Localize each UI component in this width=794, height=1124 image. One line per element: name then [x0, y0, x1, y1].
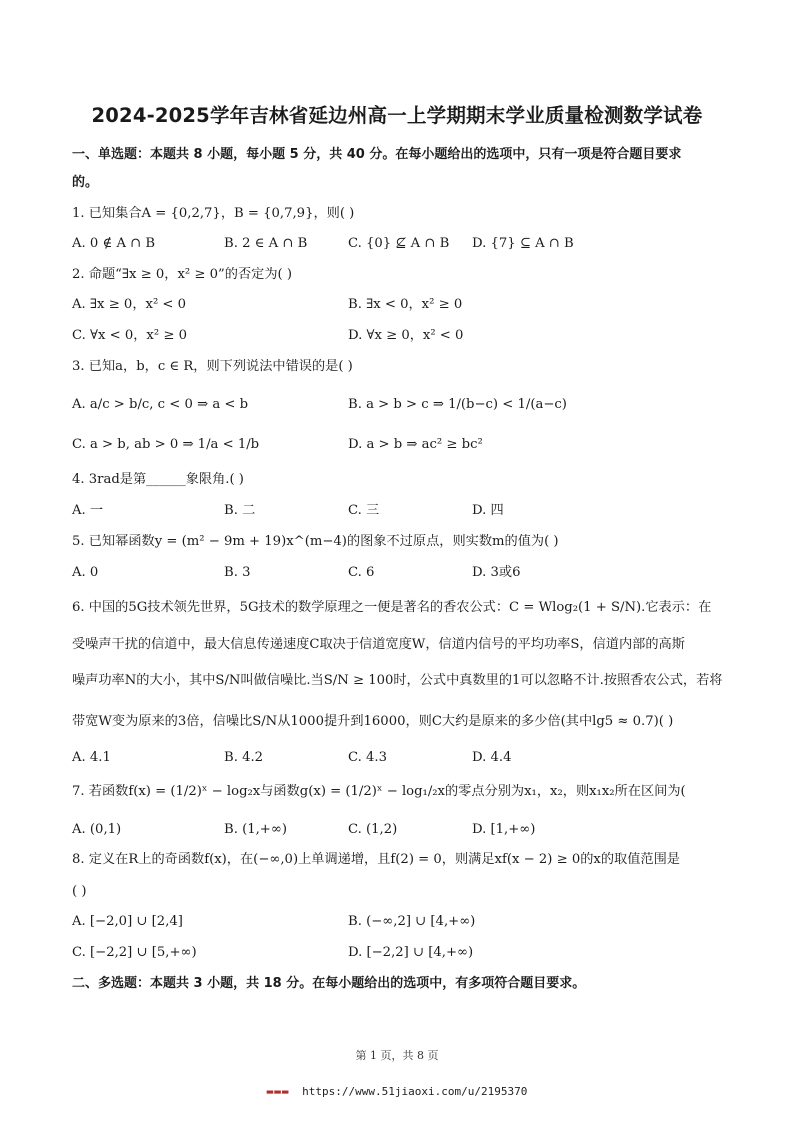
question-7-options: [72, 821, 732, 839]
question-4-options: [72, 502, 732, 520]
watermark: [0, 1085, 794, 1098]
page-footer: 第 1 页，共 8 页: [355, 1049, 439, 1062]
option-c: C. 6: [348, 565, 375, 580]
watermark-url: https://www.51jiaoxi.com/u/2195370: [302, 1085, 528, 1098]
question-3-stem: 3. 已知a，b，c ∈ R，则下列说法中错误的是( ): [72, 359, 353, 374]
question-6-line-4: 带宽W变为原来的3倍，信噪比S/N从1000提升到16000，则C大约是原来的多少倍(其中lg5 ≈ 0.7)( ): [72, 714, 674, 729]
question-6-line-3: 噪声功率N的大小，其中S/N叫做信噪比.当S/N ≥ 100时，公式中真数里的1可以忽略不计.按照香农公式，若将: [72, 673, 723, 688]
option-d: D. 四: [472, 503, 504, 518]
question-8-options-row1: [72, 913, 732, 931]
option-d: D. {7} ⊆ A ∩ B: [472, 236, 574, 251]
question-2-options-row2: [72, 327, 732, 345]
option-a: A. [−2,0] ∪ [2,4]: [72, 914, 183, 929]
option-c: C. ∀x < 0，x² ≥ 0: [72, 328, 187, 343]
watermark-logo-icon: ▬▬▬: [266, 1085, 290, 1098]
question-6-options: [72, 749, 732, 767]
option-d: D. 4.4: [472, 750, 512, 765]
option-b: B. a > b > c ⇒ 1/(b−c) < 1/(a−c): [348, 397, 567, 412]
question-6-line-1: 6. 中国的5G技术领先世界，5G技术的数学原理之一便是著名的香农公式：C = Wlog₂(1 + S/N).它表示：在: [72, 600, 712, 615]
question-4-stem: 4. 3rad是第______象限角.( ): [72, 472, 244, 487]
option-c: C. {0} ⊈ A ∩ B: [348, 236, 450, 251]
option-b: B. ∃x < 0，x² ≥ 0: [348, 297, 463, 312]
option-a: A. (0,1): [72, 822, 122, 837]
question-3-options-row1: [72, 396, 732, 414]
question-8-line-2: ( ): [72, 884, 87, 899]
option-a: A. 4.1: [72, 750, 111, 765]
option-b: B. 二: [224, 503, 256, 518]
question-5-stem: 5. 已知幂函数y = (m² − 9m + 19)x^(m−4)的图象不过原点，则实数m的值为( ): [72, 534, 559, 549]
question-2-options-row1: [72, 296, 732, 314]
option-b: B. (−∞,2] ∪ [4,+∞): [348, 914, 476, 929]
section2-heading: 二、多选题：本题共 3 小题，共 18 分。在每小题给出的选项中，有多项符合题目要求。: [72, 976, 586, 991]
option-a: A. 0: [72, 565, 99, 580]
section1-heading-cont: 的。: [72, 175, 99, 190]
option-b: B. 4.2: [224, 750, 264, 765]
option-b: B. 2 ∈ A ∩ B: [224, 236, 308, 251]
option-c: C. 三: [348, 503, 380, 518]
question-2-stem: 2. 命题“∃x ≥ 0，x² ≥ 0”的否定为( ): [72, 267, 293, 282]
option-d: D. [1,+∞): [472, 822, 536, 837]
question-5-options: [72, 564, 732, 582]
option-c: C. 4.3: [348, 750, 387, 765]
option-d: D. ∀x ≥ 0，x² < 0: [348, 328, 464, 343]
option-c: C. (1,2): [348, 822, 398, 837]
option-d: D. [−2,2] ∪ [4,+∞): [348, 945, 474, 960]
question-8-options-row2: [72, 944, 732, 962]
question-1-stem: 1. 已知集合A = {0,2,7}，B = {0,7,9}，则( ): [72, 206, 355, 221]
section1-heading: 一、单选题：本题共 8 小题，每小题 5 分，共 40 分。在每小题给出的选项中，只有一项是符合题目要求: [72, 147, 682, 162]
option-d: D. a > b ⇒ ac² ≥ bc²: [348, 437, 483, 452]
option-a: A. ∃x ≥ 0，x² < 0: [72, 297, 187, 312]
option-d: D. 3或6: [472, 565, 521, 580]
option-c: C. [−2,2] ∪ [5,+∞): [72, 945, 197, 960]
document-title: 2024-2025学年吉林省延边州高一上学期期末学业质量检测数学试卷: [91, 104, 703, 127]
option-a: A. a/c > b/c, c < 0 ⇒ a < b: [72, 397, 249, 412]
question-1-options: [72, 235, 732, 253]
option-a: A. 一: [72, 503, 104, 518]
option-b: B. 3: [224, 565, 251, 580]
question-7-stem: 7. 若函数f(x) = (1/2)ˣ − log₂x与函数g(x) = (1/2)ˣ − log₁/₂x的零点分别为x₁，x₂，则x₁x₂所在区间为(: [72, 784, 686, 799]
question-3-options-row2: [72, 436, 732, 454]
question-6-line-2: 受噪声干扰的信道中，最大信息传递速度C取决于信道宽度W，信道内信号的平均功率S，信道内部的高斯: [72, 637, 685, 652]
option-a: A. 0 ∉ A ∩ B: [72, 236, 156, 251]
option-c: C. a > b, ab > 0 ⇒ 1/a < 1/b: [72, 437, 260, 452]
option-b: B. (1,+∞): [224, 822, 287, 837]
question-8-line-1: 8. 定义在R上的奇函数f(x)，在(−∞,0)上单调递增，且f(2) = 0，则满足xf(x − 2) ≥ 0的x的取值范围是: [72, 852, 680, 867]
